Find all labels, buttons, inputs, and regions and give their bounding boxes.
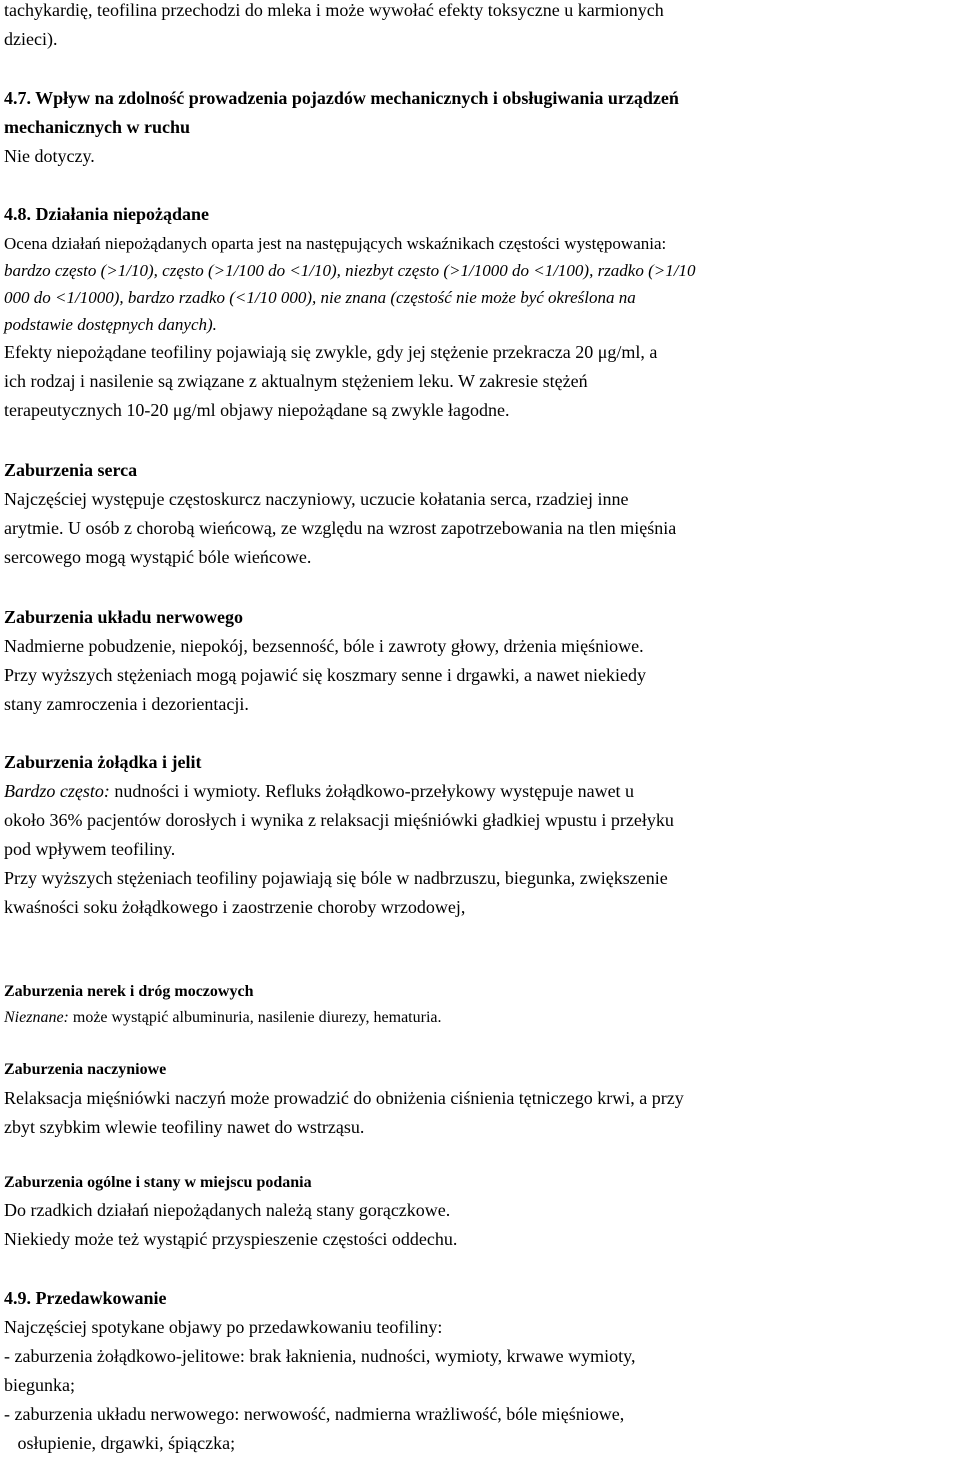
vascular-heading: Zaburzenia naczyniowe [4, 1061, 167, 1078]
overdose-intro: Najczęściej spotykane objawy po przedawkowaniu teofiliny: [4, 1317, 443, 1337]
general-line-2: Niekiedy może też wystąpić przyspieszenie częstości oddechu. [4, 1229, 458, 1249]
overdose-bullet-2-line-1: - zaburzenia układu nerwowego: nerwowość, nadmierna wrażliwość, bóle mięśniowe, [4, 1404, 625, 1424]
intro-paragraph [4, 0, 959, 54]
effects-line-3: terapeutycznych 10-20 μg/ml objawy niepożądane są zwykle łagodne. [4, 400, 510, 420]
section-4-8-effects-paragraph [4, 338, 959, 425]
renal-frequency-label: Nieznane: [4, 1009, 69, 1026]
gi-frequency-label: Bardzo często: [4, 781, 110, 801]
section-4-9-heading: 4.9. Przedawkowanie [4, 1288, 167, 1308]
gi-line-5: kwaśności soku żołądkowego i zaostrzenie choroby wrzodowej, [4, 897, 466, 917]
gi-section [4, 748, 959, 922]
heart-line-1: Najczęściej występuje częstoskurcz naczyniowy, uczucie kołatania serca, rzadziej inne [4, 489, 629, 509]
frequency-definitions-line-3: podstawie dostępnych danych). [4, 315, 217, 334]
nervous-line-2: Przy wyższych stężeniach mogą pojawić się koszmary senne i drgawki, a nawet niekiedy [4, 665, 646, 685]
gi-line-4: Przy wyższych stężeniach teofiliny pojawiają się bóle w nadbrzuszu, biegunka, zwiększenie [4, 868, 668, 888]
renal-heading: Zaburzenia nerek i dróg moczowych [4, 983, 254, 1000]
gi-line-1 [4, 777, 634, 806]
effects-line-1: Efekty niepożądane teofiliny pojawiają się zwykle, gdy jej stężenie przekracza 20 μg/ml, a [4, 342, 658, 362]
nervous-heading: Zaburzenia układu nerwowego [4, 607, 244, 627]
nervous-section [4, 603, 959, 719]
general-section [4, 1170, 959, 1254]
general-heading: Zaburzenia ogólne i stany w miejscu podania [4, 1174, 312, 1191]
general-line-1: Do rzadkich działań niepożądanych należą stany gorączkowe. [4, 1200, 451, 1220]
heart-line-3: sercowego mogą wystąpić bóle wieńcowe. [4, 547, 312, 567]
gi-heading: Zaburzenia żołądka i jelit [4, 752, 202, 772]
heart-section [4, 456, 959, 572]
frequency-intro: Ocena działań niepożądanych oparta jest na następujących wskaźnikach częstości występowania: [4, 234, 667, 253]
frequency-definitions-line-1: bardzo często (>1/10), często (>1/100 do <1/10), niezbyt często (>1/1000 do <1/100), rzadko (>1/10 [4, 261, 696, 280]
section-4-8-heading-text: 4.8. Działania niepożądane [4, 204, 210, 224]
effects-line-2: ich rodzaj i nasilenie są związane z aktualnym stężeniem leku. W zakresie stężeń [4, 371, 588, 391]
section-4-9 [4, 1284, 959, 1458]
overdose-bullet-1-line-1: - zaburzenia żołądkowo-jelitowe: brak łaknienia, nudności, wymioty, krwawe wymioty, [4, 1346, 636, 1366]
overdose-bullet-2-line-2: osłupienie, drgawki, śpiączka; [4, 1433, 236, 1453]
renal-section [4, 979, 959, 1031]
frequency-definitions-line-2: 000 do <1/1000), bardzo rzadko (<1/10 000), nie znana (częstość nie może być określona na [4, 288, 636, 307]
section-4-7-body: Nie dotyczy. [4, 146, 95, 166]
vascular-line-1: Relaksacja mięśniówki naczyń może prowadzić do obniżenia ciśnienia tętniczego krwi, a przy [4, 1088, 684, 1108]
vascular-section [4, 1056, 959, 1142]
renal-line-text: może wystąpić albuminuria, nasilenie diurezy, hematuria. [68, 1009, 442, 1026]
heart-heading: Zaburzenia serca [4, 460, 138, 480]
section-4-8-frequency-block [4, 230, 959, 338]
vascular-line-2: zbyt szybkim wlewie teofiliny nawet do wstrząsu. [4, 1117, 365, 1137]
section-4-7-heading-line-2: mechanicznych w ruchu [4, 117, 190, 137]
nervous-line-1: Nadmierne pobudzenie, niepokój, bezsenność, bóle i zawroty głowy, drżenia mięśniowe. [4, 636, 644, 656]
section-4-7 [4, 84, 959, 171]
gi-line-2: około 36% pacjentów dorosłych i wynika z relaksacji mięśniówki gładkiej wpustu i przełyku [4, 810, 674, 830]
intro-line-2: dzieci). [4, 29, 58, 49]
gi-line-3: pod wpływem teofiliny. [4, 839, 176, 859]
overdose-bullet-1-line-2: biegunka; [4, 1375, 75, 1395]
nervous-line-3: stany zamroczenia i dezorientacji. [4, 694, 249, 714]
renal-line [4, 1005, 441, 1031]
intro-line-1: tachykardię, teofilina przechodzi do mleka i może wywołać efekty toksyczne u karmionych [4, 0, 664, 20]
section-4-7-heading-line-1: 4.7. Wpływ na zdolność prowadzenia pojazdów mechanicznych i obsługiwania urządzeń [4, 88, 679, 108]
heart-line-2: arytmie. U osób z chorobą wieńcową, ze względu na wzrost zapotrzebowania na tlen mięśnia [4, 518, 677, 538]
gi-line-1-text: nudności i wymioty. Refluks żołądkowo-przełykowy występuje nawet u [109, 781, 635, 801]
section-4-8-heading [4, 200, 959, 229]
